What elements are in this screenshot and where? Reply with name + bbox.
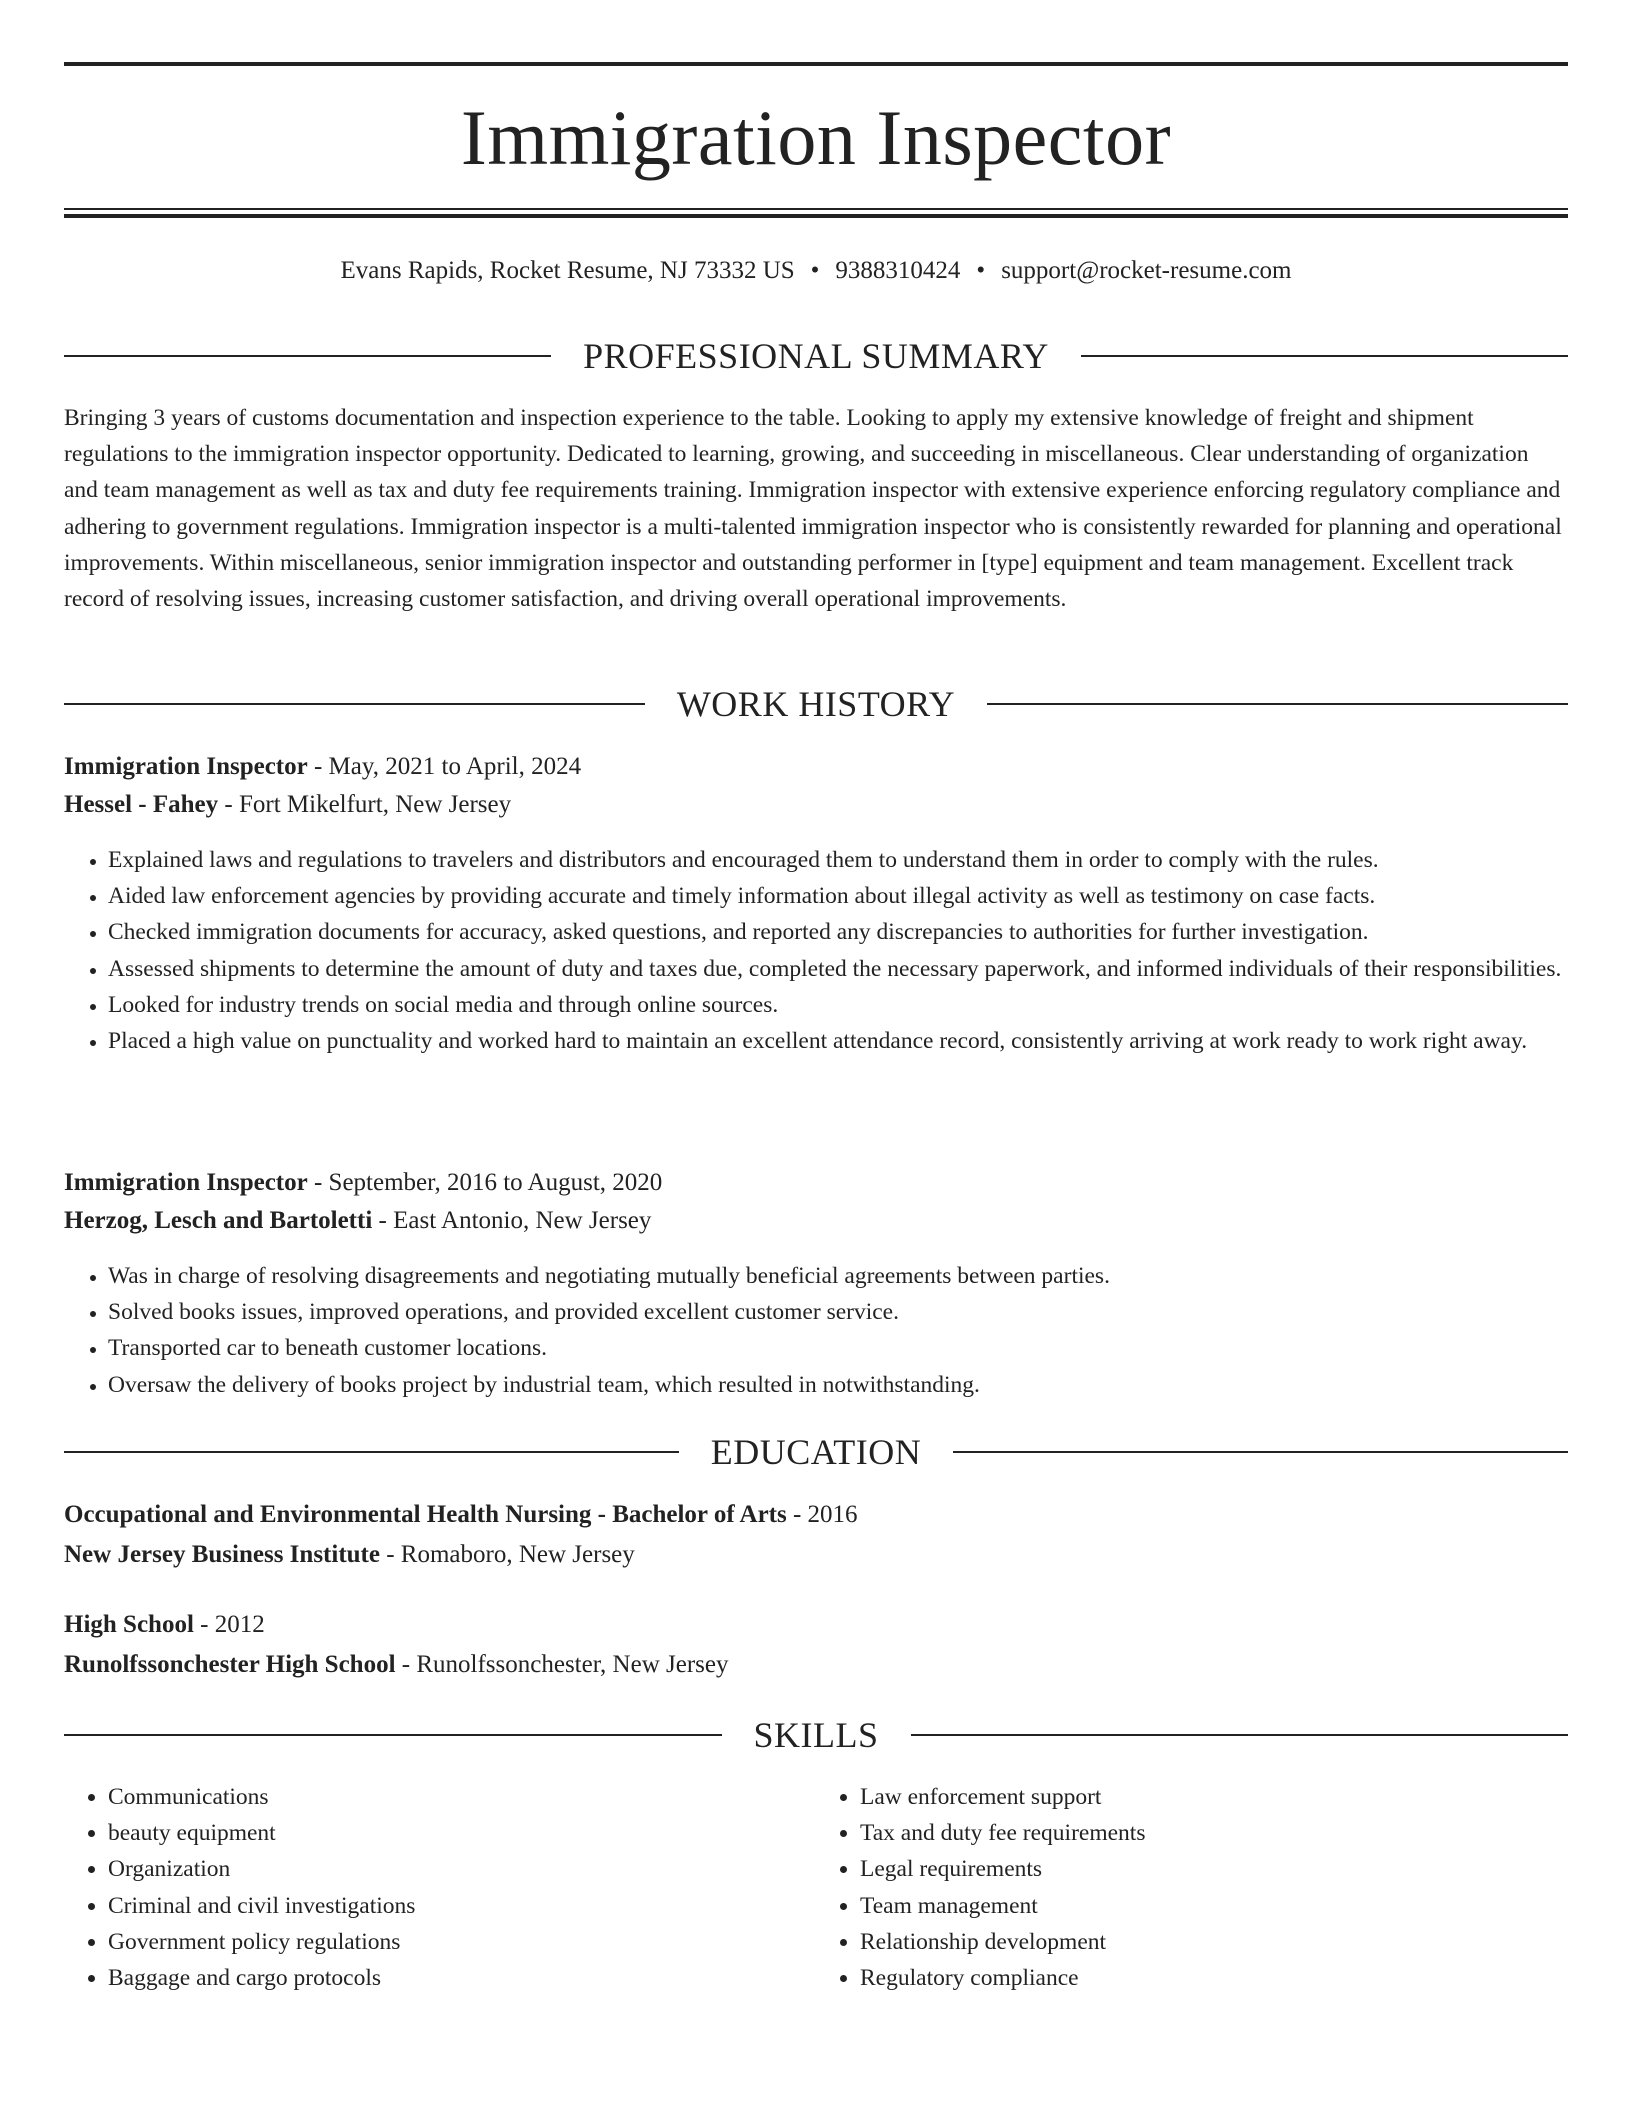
list-item: • Placed a high value on punctuality and worked hard to maintain an excellent attendance record, consistently arriving at work ready to work right away.: [108, 1023, 1568, 1059]
education-location: - Runolfssonchester, New Jersey: [395, 1651, 729, 1678]
job-title: Immigration Inspector: [64, 1169, 308, 1196]
heading-rule: [64, 1451, 679, 1453]
contact-separator: •: [976, 257, 986, 284]
skills-columns: [64, 1779, 1568, 1996]
list-item: • Aided law enforcement agencies by providing accurate and timely information about illegal activity as well as testimony on case facts.: [108, 878, 1568, 914]
contact-address: Evans Rapids, Rocket Resume, NJ 73332 US: [340, 257, 795, 284]
education-degree: Occupational and Environmental Health Nursing - Bachelor of Arts: [64, 1501, 787, 1528]
job-company-line: [64, 788, 1568, 822]
list-item: • Explained laws and regulations to travelers and distributors and encouraged them to understand them in order to comply with the rules.: [108, 842, 1568, 878]
header-top-rule: [64, 62, 1568, 66]
education-school: New Jersey Business Institute: [64, 1541, 380, 1568]
job-company-line: [64, 1204, 1568, 1238]
job-duties-list: [64, 1258, 1568, 1403]
section-heading-education: [64, 1430, 1568, 1474]
section-title: WORK HISTORY: [676, 684, 956, 724]
job-location: - East Antonio, New Jersey: [372, 1207, 652, 1234]
skills-list-left: [64, 1779, 816, 1996]
contact-separator: •: [810, 257, 820, 284]
resume-title: Immigration Inspector: [460, 94, 1172, 181]
heading-rule: [987, 703, 1568, 705]
heading-rule: [64, 703, 645, 705]
list-item: • Oversaw the delivery of books project by industrial team, which resulted in notwithstanding.: [108, 1367, 1568, 1403]
education-degree-line: [64, 1498, 1568, 1532]
heading-rule: [64, 1734, 722, 1736]
heading-rule: [64, 355, 551, 357]
job-location: - Fort Mikelfurt, New Jersey: [218, 791, 512, 818]
list-item: • Was in charge of resolving disagreements and negotiating mutually beneficial agreements between parties.: [108, 1258, 1568, 1294]
education-degree: High School: [64, 1611, 194, 1638]
contact-info: [64, 254, 1568, 288]
skill-item: • Organization: [108, 1851, 816, 1887]
section-title: EDUCATION: [710, 1432, 922, 1472]
heading-rule: [1081, 355, 1568, 357]
heading-rule: [911, 1734, 1569, 1736]
list-item: • Checked immigration documents for accuracy, asked questions, and reported any discrepancies to authorities for further investigation.: [108, 914, 1568, 950]
job-duties-list: [64, 842, 1568, 1059]
heading-rule: [953, 1451, 1568, 1453]
education-school: Runolfssonchester High School: [64, 1651, 396, 1678]
job-title-line: [64, 750, 1568, 784]
education-school-line: [64, 1538, 1568, 1572]
section-title: PROFESSIONAL SUMMARY: [583, 336, 1049, 376]
job-title: Immigration Inspector: [64, 753, 308, 780]
education-year: - 2012: [193, 1611, 265, 1638]
section-heading-work-history: [64, 682, 1568, 726]
job-company: Hessel - Fahey: [64, 791, 219, 818]
skill-item: • Legal requirements: [860, 1851, 1568, 1887]
section-heading-summary: [64, 334, 1568, 378]
skill-item: • Tax and duty fee requirements: [860, 1815, 1568, 1851]
skill-item: • Baggage and cargo protocols: [108, 1960, 816, 1996]
education-year: - 2016: [786, 1501, 858, 1528]
skill-item: • Law enforcement support: [860, 1779, 1568, 1815]
section-heading-skills: [64, 1713, 1568, 1757]
skill-item: • Criminal and civil investigations: [108, 1888, 816, 1924]
header-double-rule: [64, 208, 1568, 218]
section-title: SKILLS: [753, 1715, 879, 1755]
education-location: - Romaboro, New Jersey: [379, 1541, 635, 1568]
education-degree-line: [64, 1608, 1568, 1642]
summary-text: Bringing 3 years of customs documentation and inspection experience to the table. Looking to apply my extensive knowledge of freight and shipment regulations to the immigration inspector opportunity. Dedicated to learning, growing, and succeeding in miscellaneous. Clear understanding of organization and team management as well as tax and duty fee requirements training. Immigration inspector with extensive experience enforcing regulatory compliance and adhering to government regulations. Immigration inspector is a multi-talented immigration inspector who is consistently rewarded for planning and operational improvements. Within miscellaneous, senior immigration inspector and outstanding performer in [type] equipment and team management. Excellent track record of resolving issues, increasing customer satisfaction, and driving overall operational improvements.: [64, 405, 1562, 613]
skills-list-right: [816, 1779, 1568, 1996]
job-dates: - September, 2016 to August, 2020: [307, 1169, 663, 1196]
skill-item: • Team management: [860, 1888, 1568, 1924]
contact-phone: 9388310424: [835, 257, 961, 284]
job-title-line: [64, 1166, 1568, 1200]
skill-item: • Government policy regulations: [108, 1924, 816, 1960]
list-item: • Solved books issues, improved operations, and provided excellent customer service.: [108, 1294, 1568, 1330]
list-item: • Assessed shipments to determine the amount of duty and taxes due, completed the necessary paperwork, and informed individuals of their responsibilities.: [108, 951, 1568, 987]
list-item: • Looked for industry trends on social media and through online sources.: [108, 987, 1568, 1023]
job-company: Herzog, Lesch and Bartoletti: [64, 1207, 373, 1234]
skill-item: • Communications: [108, 1779, 816, 1815]
contact-email: support@rocket-resume.com: [1001, 257, 1292, 284]
job-dates: - May, 2021 to April, 2024: [307, 753, 582, 780]
skill-item: • beauty equipment: [108, 1815, 816, 1851]
list-item: • Transported car to beneath customer locations.: [108, 1330, 1568, 1366]
skill-item: • Regulatory compliance: [860, 1960, 1568, 1996]
education-school-line: [64, 1648, 1568, 1682]
skill-item: • Relationship development: [860, 1924, 1568, 1960]
